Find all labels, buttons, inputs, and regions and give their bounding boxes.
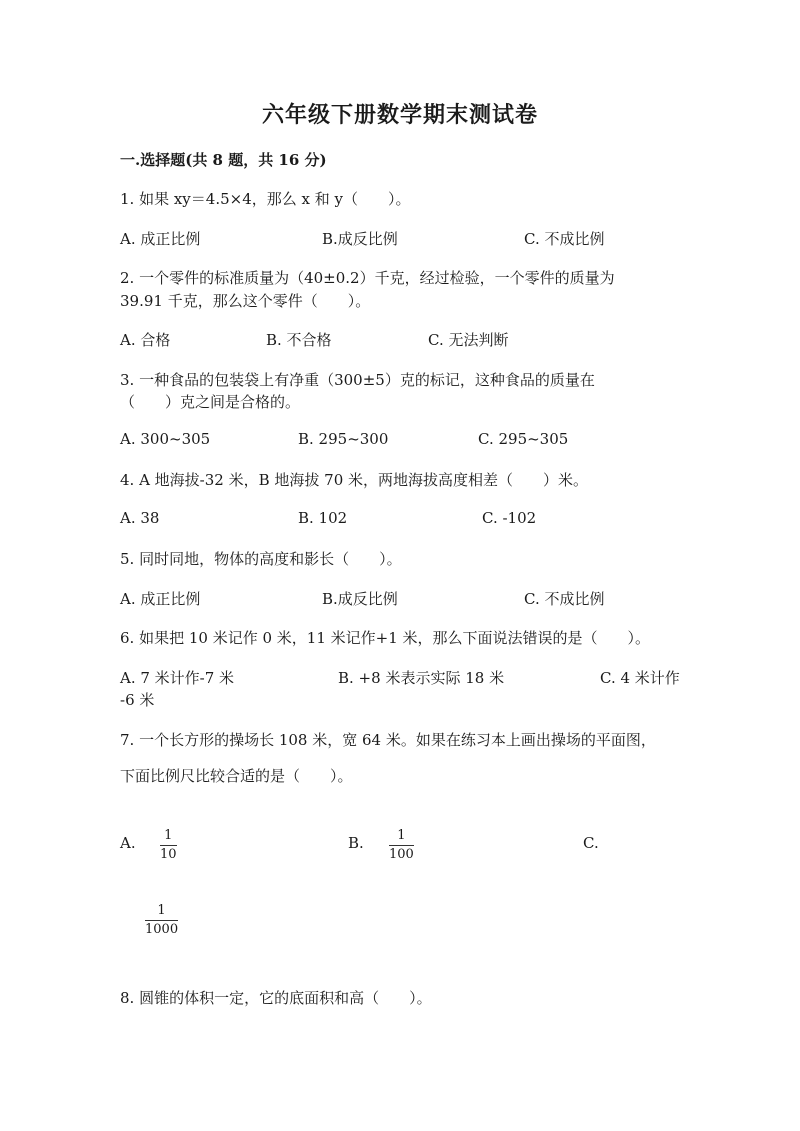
page-title: 六年级下册数学期末测试卷 (261, 102, 538, 128)
question-6-option-c: C. 4 米计作 (600, 669, 680, 687)
question-7-fraction-c (145, 903, 178, 938)
question-1-stem: 1. 如果 xy＝4.5×4，那么 x 和 y（ ）。 (120, 190, 411, 208)
fraction-denominator: 10 (160, 847, 177, 862)
question-3-option-c: C. 295~305 (478, 430, 569, 448)
fraction-bar (145, 920, 178, 921)
question-2-option-b: B. 不合格 (266, 331, 332, 349)
question-7-option-a: A. (120, 834, 136, 852)
fraction-denominator: 1000 (145, 922, 179, 937)
question-1-option-c: C. 不成比例 (524, 230, 605, 248)
question-8-stem: 8. 圆锥的体积一定，它的底面积和高（ ）。 (120, 989, 432, 1007)
section-heading: 一.选择题(共 8 题，共 16 分) (120, 151, 327, 169)
question-3-stem-line2: （ ）克之间是合格的。 (120, 393, 301, 411)
question-6-stem: 6. 如果把 10 米记作 0 米，11 米记作+1 米，那么下面说法错误的是（ ）。 (120, 629, 651, 647)
question-5-option-a: A. 成正比例 (120, 590, 201, 608)
question-3-option-b: B. 295~300 (298, 430, 389, 448)
question-2-option-a: A. 合格 (120, 331, 171, 349)
question-2-stem-line2: 39.91 千克，那么这个零件（ ）。 (120, 292, 371, 310)
question-7-fraction-a (160, 828, 177, 863)
question-2-option-c: C. 无法判断 (428, 331, 509, 349)
question-4-stem: 4. A 地海拔-32 米，B 地海拔 70 米，两地海拔高度相差（ ）米。 (120, 471, 589, 489)
question-4-option-b: B. 102 (298, 509, 348, 527)
question-3-stem-line1: 3. 一种食品的包装袋上有净重（300±5）克的标记，这种食品的质量在 (120, 371, 595, 389)
question-5-stem: 5. 同时同地，物体的高度和影长（ ）。 (120, 550, 402, 568)
question-3-option-a: A. 300~305 (120, 430, 211, 448)
fraction-numerator: 1 (157, 903, 166, 918)
fraction-denominator: 100 (389, 847, 414, 862)
question-5-option-c: C. 不成比例 (524, 590, 605, 608)
question-7-fraction-b (389, 828, 414, 863)
question-6-option-a: A. 7 米计作-7 米 (120, 669, 235, 687)
question-4-option-c: C. -102 (482, 509, 537, 527)
question-7-option-b: B. (348, 834, 364, 852)
question-7-stem-line1: 7. 一个长方形的操场长 108 米，宽 64 米。如果在练习本上画出操场的平面图， (120, 731, 656, 749)
question-5-option-b: B.成反比例 (322, 590, 398, 608)
fraction-numerator: 1 (164, 828, 173, 843)
fraction-numerator: 1 (397, 828, 406, 843)
fraction-bar (160, 845, 177, 846)
fraction-bar (389, 845, 414, 846)
question-4-option-a: A. 38 (120, 509, 160, 527)
question-1-option-a: A. 成正比例 (120, 230, 201, 248)
question-7-option-c: C. (583, 834, 599, 852)
question-7-stem-line2: 下面比例尺比较合适的是（ ）。 (120, 767, 353, 785)
question-2-stem-line1: 2. 一个零件的标准质量为（40±0.2）千克，经过检验，一个零件的质量为 (120, 269, 615, 287)
question-6-option-b: B. +8 米表示实际 18 米 (338, 669, 505, 687)
question-6-option-c-cont: -6 米 (120, 691, 155, 709)
question-1-option-b: B.成反比例 (322, 230, 398, 248)
